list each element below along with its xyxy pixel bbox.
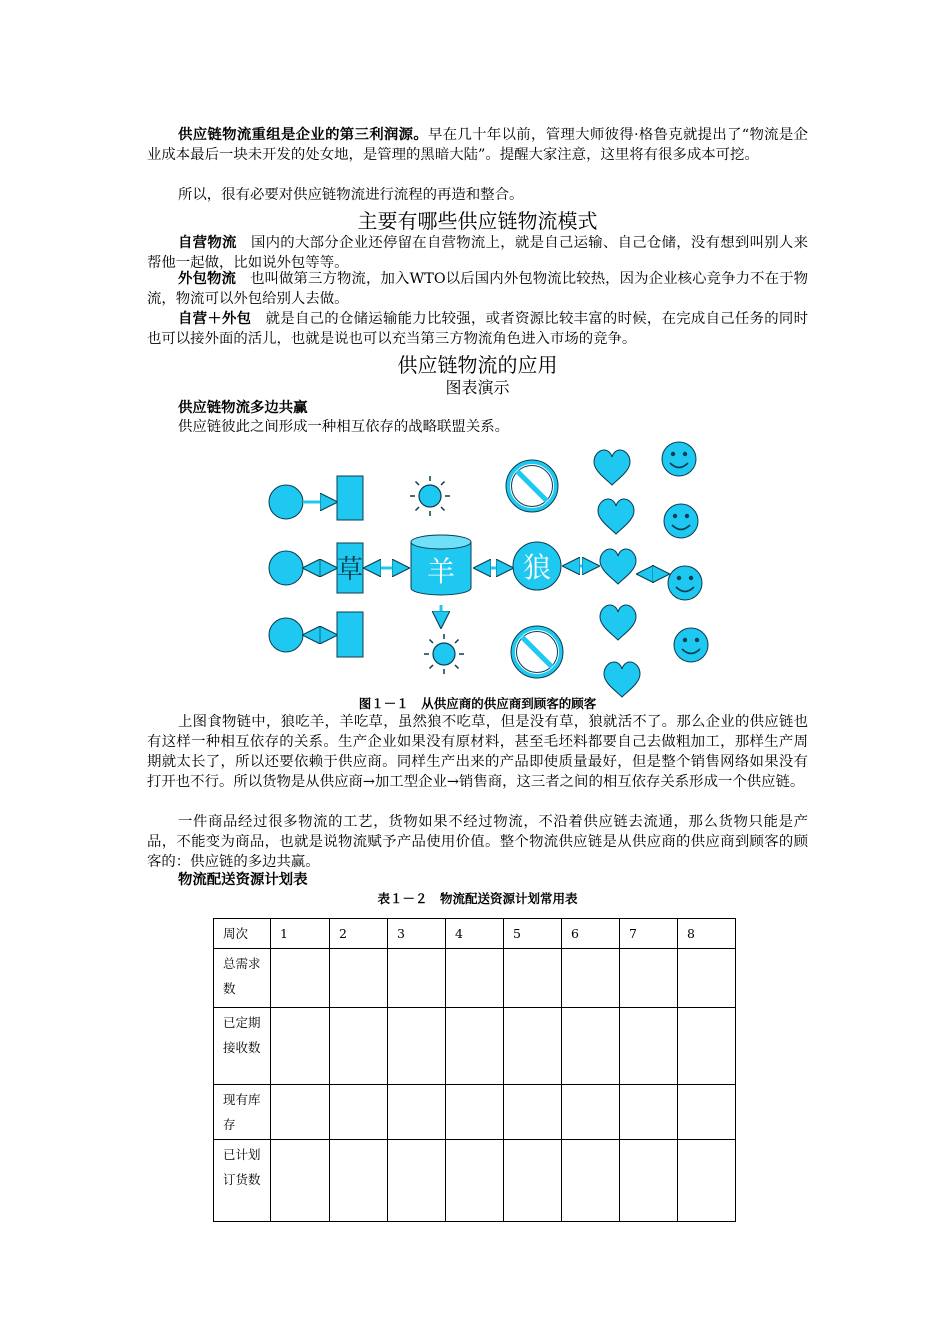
header-cell: 1 [271,919,330,949]
table-cell [678,1085,736,1140]
table-cell [562,1085,620,1140]
mode-desc: 也叫做第三方物流，加入WTO以后国内外包物流比较热，因为企业核心竞争力不在于物流，物流可以外包给别人去做。 [147,271,808,307]
intro-conclusion: 所以，很有必要对供应链物流进行流程的再造和整合。 [178,187,524,203]
table-cell [620,1085,678,1140]
wolf-label: 狼 [522,551,552,584]
supplier-circle [269,618,303,652]
section2-sub-text: 供应链彼此之间形成一种相互依存的战略联盟关系。 [178,419,509,435]
no-entry-icon [506,460,558,512]
smiley-icon [664,504,698,538]
mode-term: 自营＋外包 [178,311,252,327]
table-caption: 表１－２ 物流配送资源计划常用表 [377,891,578,906]
mode-desc: 国内的大部分企业还停留在自营物流上，就是自己运输、自己仓储，没有想到叫别人来帮他一起做，比如说外包等等。 [147,235,808,271]
body-paragraph-1: 上图食物链中，狼吃羊，羊吃草，虽然狼不吃草，但是没有草，狼就活不了。那么企业的供应链也有这样一种相互依存的关系。生产企业如果没有原材料，甚至毛坯料都要自己去做粗加工，那样生产周期就太长了，所以还要依赖于供应商。同样生产出来的产品即使质量最好，但是整个销售网络如果没有打开也不行。所以货物是从供应商→加工型企业→销售商，这三者之间的相互依存关系形成一个供应链。 [147,714,808,790]
smiley-icon [668,566,702,600]
body-paragraph-2: 一件商品经过很多物流的工艺，货物如果不经过物流，不沿着供应链去流通，那么货物只能是产品，不能变为商品，也就是说物流赋予产品使用价值。整个物流供应链是从供应商的供应商到顾客的顾客的：供应链的多边共赢。 [147,814,808,870]
table-cell [271,1085,330,1140]
heart-icon [594,450,630,485]
intro-bold-lead: 供应链物流重组是企业的第三利润源。 [178,127,429,143]
table-cell [388,1085,446,1140]
heart-icon [600,605,636,640]
supplier-box [337,476,363,520]
resource-plan-table [213,918,736,1222]
header-cell: 8 [678,919,736,949]
table-cell [620,1140,678,1222]
table-header-row [214,919,736,949]
supplier-circle [269,485,303,519]
header-cell: 3 [388,919,446,949]
row-label: 总需求数 [214,949,271,1008]
table-cell [504,949,562,1008]
table-cell [446,1085,504,1140]
section2-sub-heading: 供应链物流多边共赢 [178,400,308,416]
header-cell: 周次 [214,919,271,949]
header-cell: 4 [446,919,504,949]
smiley-icon [662,442,696,476]
table-cell [562,1008,620,1085]
table-cell [620,949,678,1008]
table-cell [388,949,446,1008]
table-cell [388,1008,446,1085]
supplier-circle [269,551,303,585]
table-cell [388,1140,446,1222]
table-cell [678,1008,736,1085]
table-cell [330,1008,388,1085]
intro-text: 早在几十年以前，管理大师彼得·格鲁克就提出了“物流是企业成本最后一块未开发的处女地，是管理的黑暗大陆”。提醒大家注意，这里将有很多成本可挖。 [147,127,808,163]
section2-title: 供应链物流的应用 [397,353,558,377]
row-label: 已计划订货数 [214,1140,271,1222]
mode-desc: 就是自己的仓储运输能力比较强，或者资源比较丰富的时候，在完成自己任务的同时也可以接外面的活儿，也就是说也可以充当第三方物流角色进入市场的竞争。 [147,311,808,347]
table-cell [330,949,388,1008]
table-cell [504,1140,562,1222]
row-label: 已定期接收数 [214,1008,271,1085]
table-cell [678,949,736,1008]
header-cell: 2 [330,919,388,949]
heart-icon [598,499,634,534]
no-entry-icon [511,626,563,678]
table-cell [271,1140,330,1222]
table-cell [504,1085,562,1140]
row-label: 现有库存 [214,1085,271,1140]
table-cell [562,1140,620,1222]
table-row [214,949,736,1008]
smiley-icon [674,628,708,662]
table-cell [330,1085,388,1140]
table-cell [271,949,330,1008]
header-cell: 6 [562,919,620,949]
table-cell [271,1008,330,1085]
header-cell: 5 [504,919,562,949]
table-cell [330,1140,388,1222]
mode-term: 自营物流 [178,235,237,251]
section1-title: 主要有哪些供应链物流模式 [357,209,598,233]
table-cell [446,1008,504,1085]
table-cell [446,949,504,1008]
heart-icon [604,662,640,697]
sun-icon [410,476,450,516]
table-row [214,1085,736,1140]
header-cell: 7 [620,919,678,949]
heart-icon [600,549,636,584]
table-cell [678,1140,736,1222]
table-cell [504,1008,562,1085]
sheep-label: 羊 [426,555,456,588]
table-cell [620,1008,678,1085]
table-cell [446,1140,504,1222]
sun-icon [424,634,464,674]
table-row [214,1008,736,1085]
body-heading: 物流配送资源计划表 [178,872,308,888]
table-row [214,1140,736,1222]
mode-term: 外包物流 [178,271,236,287]
section2-subtitle: 图表演示 [445,378,510,397]
grass-label: 草 [336,555,364,585]
supplier-box [337,612,363,657]
figure-caption: 图１－１ 从供应商的供应商到顾客的顾客 [358,696,597,711]
table-cell [562,949,620,1008]
